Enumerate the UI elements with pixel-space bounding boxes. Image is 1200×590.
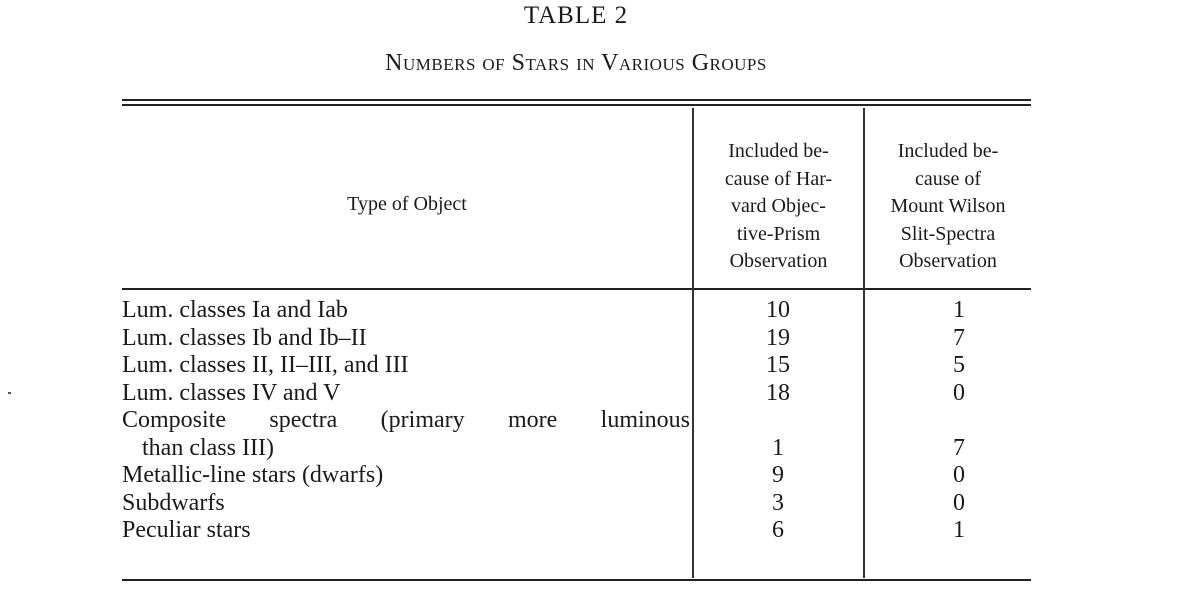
header-harvard-line: cause of Har- (724, 167, 833, 190)
harvard-count: 15 (766, 352, 790, 378)
table-row (122, 325, 1031, 353)
header-mount-wilson-line: Observation (899, 250, 997, 272)
row-label (122, 325, 690, 353)
mount-wilson-count: 7 (953, 324, 965, 351)
mount-wilson-count: 0 (953, 462, 965, 488)
header-mount-wilson-line: cause of (914, 167, 982, 190)
table-row (122, 517, 1031, 545)
top-rule-2 (122, 104, 1031, 106)
row-label (122, 435, 690, 463)
harvard-count: 1 (772, 434, 784, 461)
table-row (122, 352, 1031, 380)
mount-wilson-count: 1 (953, 297, 965, 323)
header-rule (122, 288, 1031, 290)
header-harvard (694, 138, 863, 276)
header-harvard-line: vard Objec- (731, 195, 826, 217)
table-row (122, 490, 1031, 518)
header-harvard-line: Included be- (728, 140, 829, 162)
header-harvard-line: tive-Prism (736, 222, 821, 245)
harvard-count: 3 (772, 489, 784, 516)
row-label (122, 352, 690, 380)
table-row (122, 297, 1031, 325)
row-label-text: than class III) (142, 435, 277, 461)
harvard-count: 9 (772, 462, 784, 488)
mount-wilson-count: 7 (953, 434, 965, 461)
header-mount-wilson-line: Mount Wilson (890, 195, 1006, 217)
row-label (122, 297, 690, 325)
header-mount-wilson-line: Slit-Spectra (900, 222, 996, 245)
mount-wilson-count: 0 (953, 379, 965, 406)
harvard-count: 19 (766, 324, 790, 351)
row-label: Composite spectra (primary more luminous (122, 407, 690, 433)
bottom-rule (122, 579, 1031, 581)
table-subtitle: Numbers of Stars in Various Groups (385, 50, 767, 76)
mount-wilson-count: 1 (953, 517, 965, 543)
table-title: TABLE 2 (523, 2, 629, 29)
table-row (122, 380, 1031, 408)
header-mount-wilson (865, 138, 1031, 276)
row-label-text: Peculiar stars (122, 517, 254, 543)
mount-wilson-count: 5 (953, 352, 965, 378)
row-label-text: Lum. classes II, II–III, and III (122, 352, 412, 378)
top-rule-1 (122, 99, 1031, 101)
row-label (122, 490, 690, 518)
row-label-text: Subdwarfs (122, 490, 228, 516)
harvard-count: 18 (766, 379, 790, 406)
header-harvard-line: Observation (729, 250, 828, 272)
row-label-text: Lum. classes Ib and Ib–II (122, 325, 370, 351)
row-label-text: Lum. classes IV and V (122, 380, 343, 406)
header-type-of-object: Type of Object (347, 193, 467, 215)
mount-wilson-count: 0 (953, 489, 965, 516)
row-label (122, 380, 690, 408)
table-body (122, 297, 1031, 545)
table-row (122, 435, 1031, 463)
stray-mark (8, 392, 11, 394)
row-label (122, 462, 690, 490)
header-mount-wilson-line: Included be- (897, 140, 999, 162)
harvard-count: 10 (766, 297, 790, 323)
table-row (122, 462, 1031, 490)
row-label (122, 517, 690, 545)
row-label-text: Metallic-line stars (dwarfs) (122, 462, 386, 488)
table-row (122, 407, 1031, 435)
row-label-text: Lum. classes Ia and Iab (122, 297, 351, 323)
harvard-count: 6 (772, 517, 784, 543)
